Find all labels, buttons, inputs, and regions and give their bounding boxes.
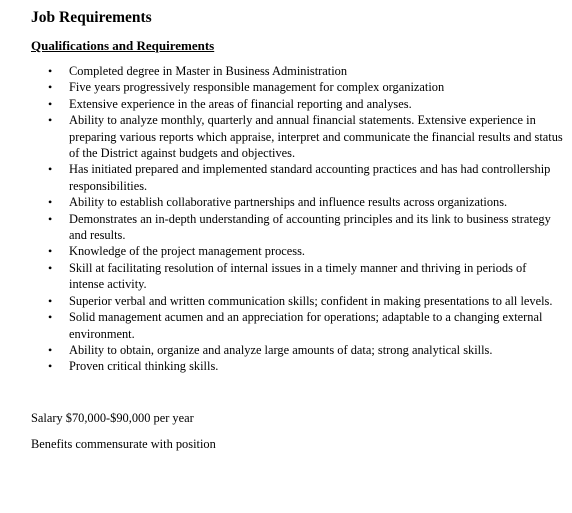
list-item-text: Superior verbal and written communication skills; confident in making presentations to all levels. xyxy=(69,293,553,308)
list-item-text: Five years progressively responsible management for complex organization xyxy=(69,80,445,95)
bullet-icon: • xyxy=(48,244,53,259)
list-item xyxy=(31,96,564,112)
requirements-list xyxy=(31,63,561,375)
bullet-icon: • xyxy=(48,310,53,325)
bullet-icon: • xyxy=(48,96,53,111)
list-item-text: Ability to analyze monthly, quarterly and annual financial statements. Extensive experience in preparing various reports which appraise, interpret and communicate the financial results and status of the District against budgets and objectives. xyxy=(69,113,563,161)
list-item xyxy=(31,342,564,358)
list-item xyxy=(31,63,564,79)
list-item-text: Skill at facilitating resolution of internal issues in a timely manner and thriving in periods of intense activity. xyxy=(69,260,527,292)
list-item xyxy=(31,161,564,194)
list-item xyxy=(31,112,564,161)
list-item-text: Has initiated prepared and implemented standard accounting practices and has had controllership responsibilities. xyxy=(69,162,551,193)
benefits-text: Benefits commensurate with position xyxy=(31,436,216,451)
list-item-text: Knowledge of the project management process. xyxy=(69,244,306,259)
bullet-icon: • xyxy=(48,162,53,177)
list-item xyxy=(31,79,564,95)
list-item-text: Proven critical thinking skills. xyxy=(69,359,219,374)
bullet-icon: • xyxy=(48,260,53,275)
list-item-text: Ability to establish collaborative partnerships and influence results across organizations. xyxy=(69,195,508,210)
list-item-text: Demonstrates an in-depth understanding of accounting principles and its link to business strategy and results. xyxy=(69,211,551,243)
section-heading: Qualifications and Requirements xyxy=(31,38,215,53)
list-item-text: Ability to obtain, organize and analyze large amounts of data; strong analytical skills. xyxy=(69,342,493,357)
list-item xyxy=(31,309,564,342)
bullet-icon: • xyxy=(48,113,53,128)
list-item xyxy=(31,293,564,309)
bullet-icon: • xyxy=(48,342,53,357)
list-item xyxy=(31,260,564,293)
document-page xyxy=(31,9,561,452)
list-item xyxy=(31,194,564,210)
bullet-icon: • xyxy=(48,211,53,226)
list-item xyxy=(31,358,564,374)
bullet-icon: • xyxy=(48,293,53,308)
salary-text: Salary $70,000-$90,000 per year xyxy=(31,410,194,425)
bullet-icon: • xyxy=(48,64,53,78)
list-item-text: Completed degree in Master in Business Administration xyxy=(69,64,348,78)
list-item xyxy=(31,211,564,244)
bullet-icon: • xyxy=(48,80,53,95)
page-title: Job Requirements xyxy=(31,9,152,26)
list-item-text: Solid management acumen and an appreciation for operations; adaptable to a changing external environment. xyxy=(69,310,543,341)
bullet-icon: • xyxy=(48,195,53,210)
list-item xyxy=(31,243,564,259)
list-item-text: Extensive experience in the areas of financial reporting and analyses. xyxy=(69,96,412,111)
bullet-icon: • xyxy=(48,359,53,374)
